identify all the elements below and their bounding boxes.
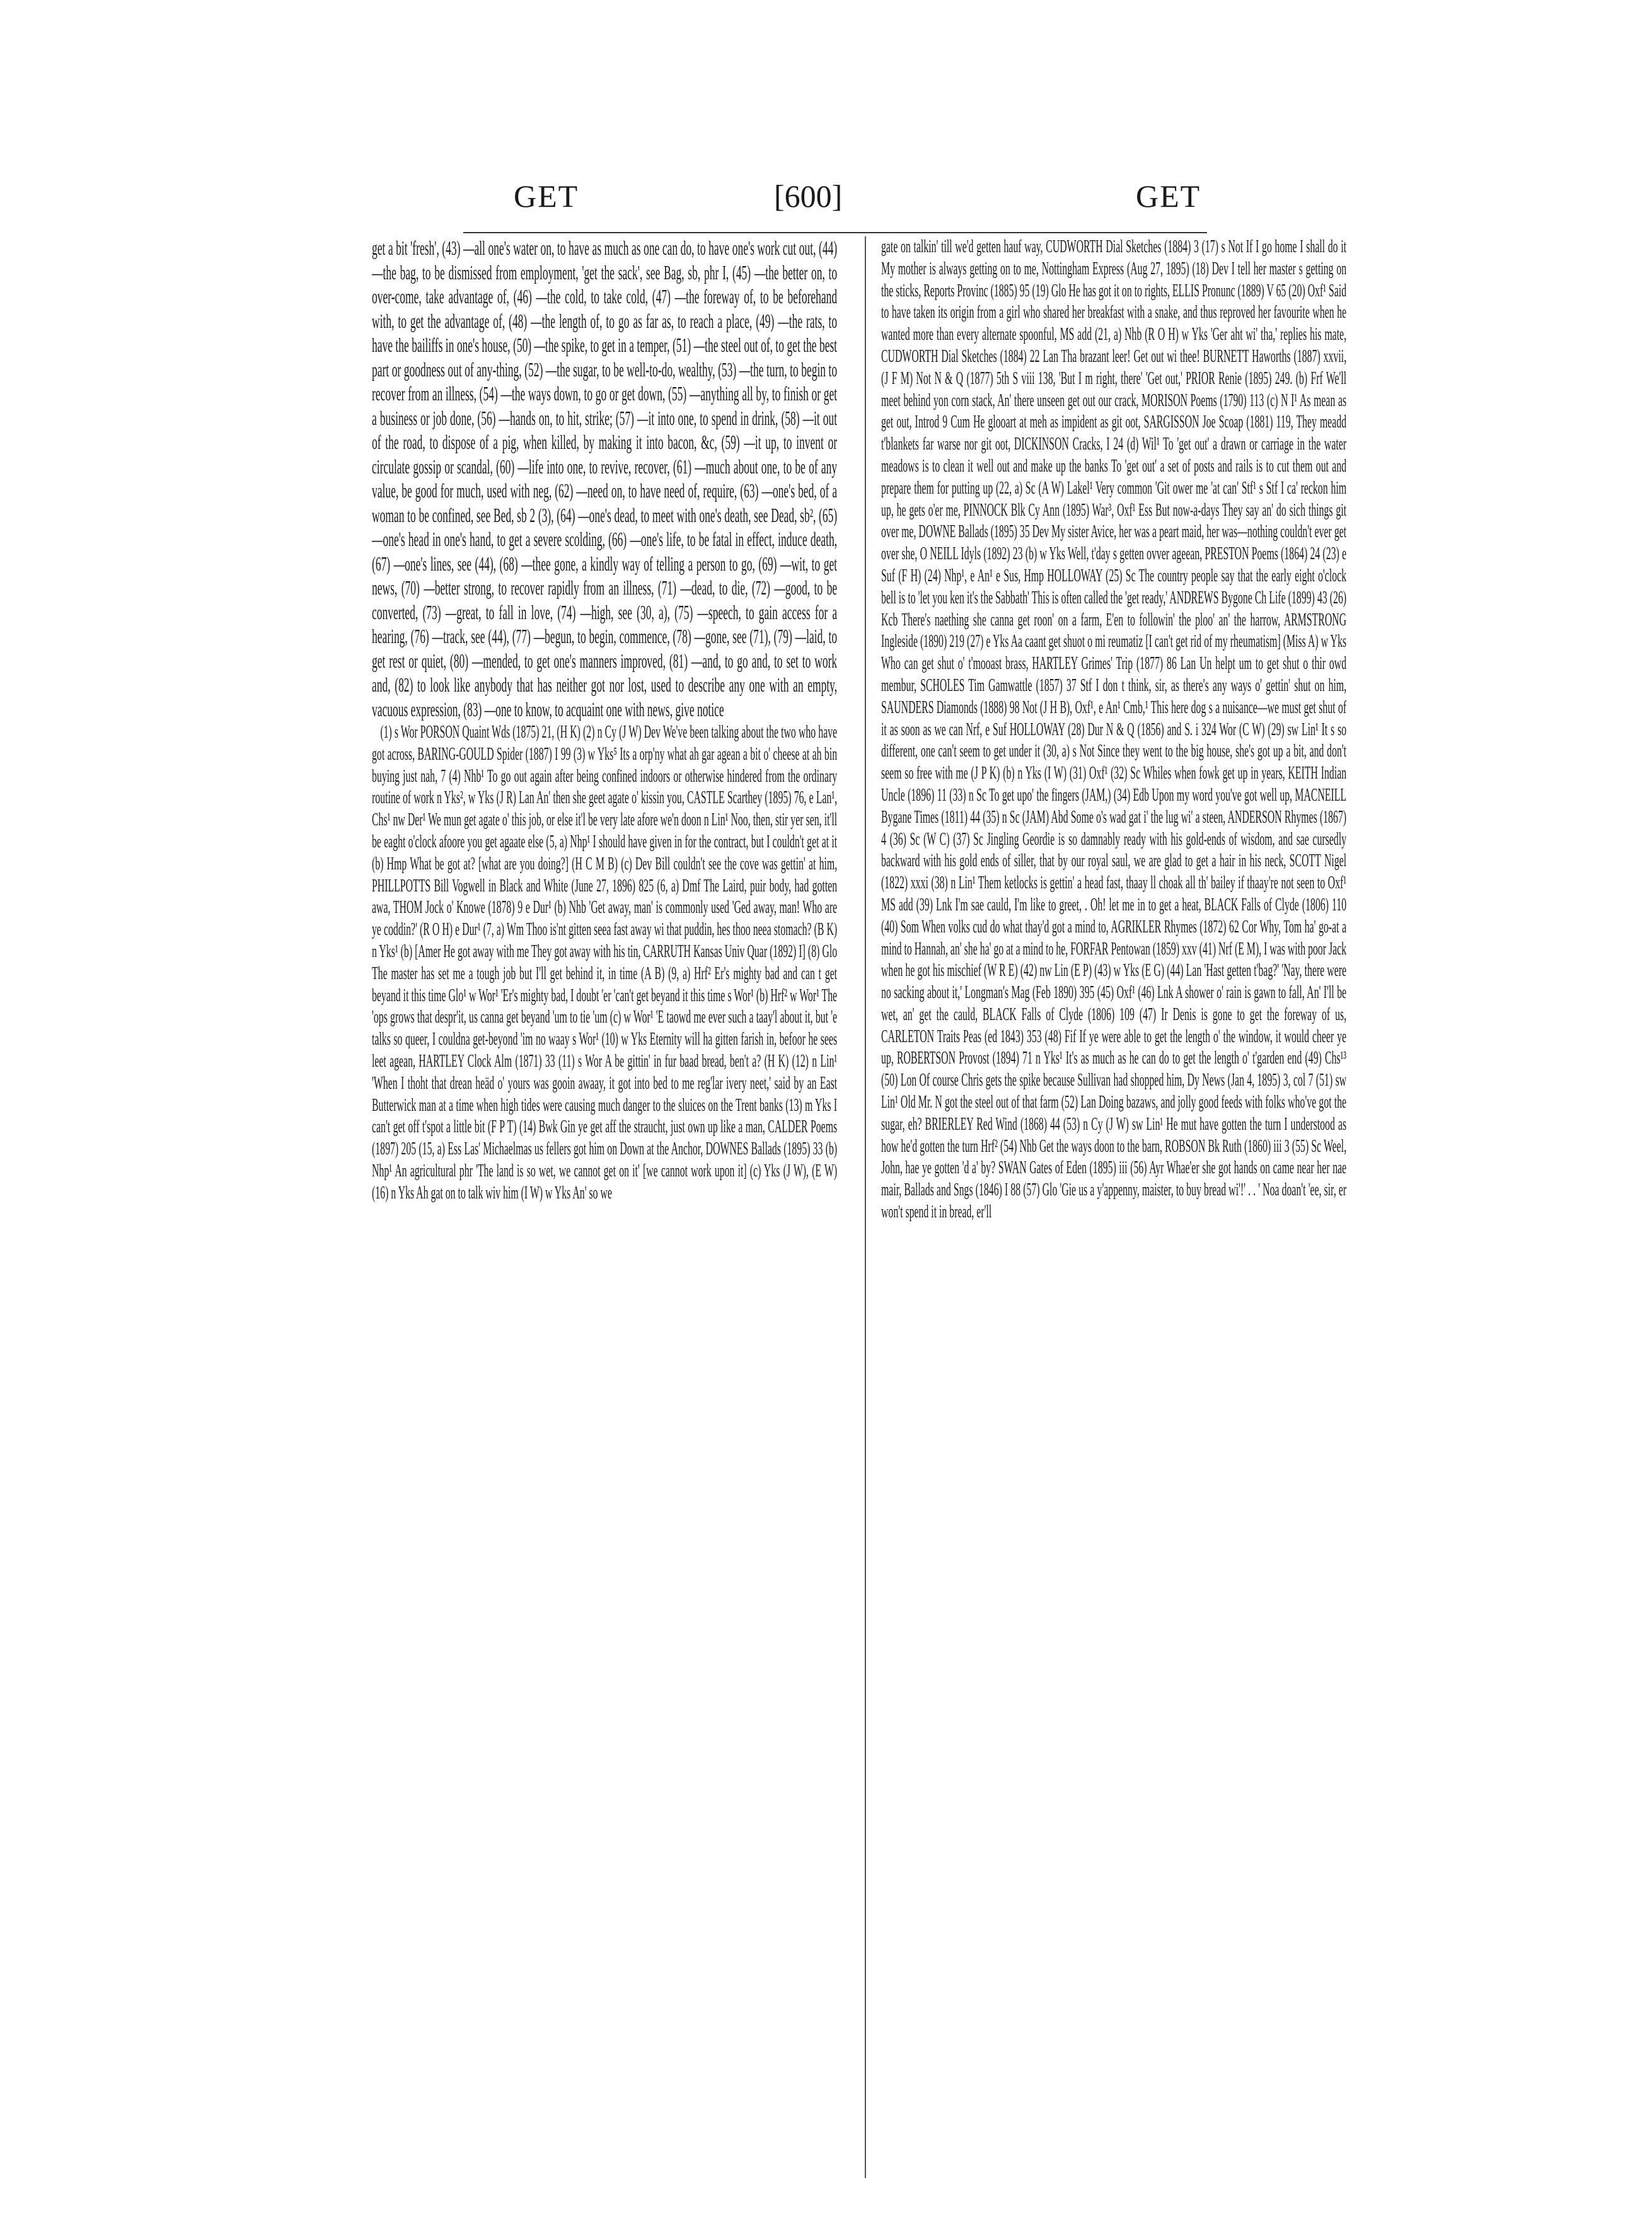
definitions-paragraph: get a bit 'fresh', (43) —all one's water on, to have as much as one can do, to have one's work cut out, (44) —the bag, to be dismissed from employment, 'get the sack', see Bag, sb, phr I, (45) —the better on, to over-come, take advantage of, (46) —the cold, to take cold, (47) —the foreway of, to be beforehand with, to get the advantage of, (48) —the length of, to go as far as, to reach a place, (49) —the rats, to have the bailiffs in one's house, (50) —the spike, to get in a temper, (51) —the steel out of, to get the best part or goodness out of any-thing, (52) —the sugar, to be well-to-do, wealthy, (53) —the turn, to begin to recover from an illness, (54) —the ways down, to go or get down, (55) —anything all by, to finish or get a business or job done, (56) —hands on, to hit, strike; (57) —it into one, to spend in drink, (58) —it out of the road, to dispose of a pig, when killed, by making it into bacon, &c, (59) —it up, to invent or circulate gossip or scandal, (60) —life into one, to revive, recover, (61) —much about one, to be of any value, be good for much, used with neg, (62) —need on, to have need of, require, (63) —one's bed, of a woman to be confined, see Bed, sb 2 (3), (64) —one's dead, to meet with one's death, see Dead, sb², (65) —one's head in one's hand, to get a severe scolding, (66) —one's life, to be fatal in effect, induce death, (67) —one's lines, see (44), (68) —thee gone, a kindly way of telling a person to go, (69) —wit, to get news, (70) —better strong, to recover rapidly from an illness, (71) —dead, to die, (72) —good, to be converted, (73) —great, to fall in love, (74) —high, see (30, a), (75) —speech, to gain access for a hearing, (76) —track, see (44), (77) —begun, to begin, commence, (78) —gone, see (71), (79) —laid, to get rest or quiet, (80) —mended, to get one's manners improved, (81) —and, to go and, to set to work and, (82) to look like anybody that has neither got nor lost, used to describe any one with an empty, vacuous expression, (83) —one to know, to acquaint one with news, give notice [372, 237, 838, 721]
column-divider [865, 236, 866, 2178]
page-number: [600] [774, 178, 843, 214]
right-column [881, 236, 1346, 2178]
left-column [372, 236, 837, 2178]
citations-paragraph-left: (1) s Wor PORSON Quaint Wds (1875) 21, (H K) (2) n Cy (J W) Dev We've been talking about the two who have got across, BARING-GOULD Spider (1887) I 99 (3) w Yks⁵ Its a orp'ny what ah gar agean a bit o' cheese at ah bin buying just nah, 7 (4) Nhb¹ To go out again after being confined indoors or otherwise hindered from the ordinary routine of work n Yks², w Yks (J R) Lan An' then she geet agate o' kissin you, CASTLE Scarthey (1895) 76, e Lan¹, Chs¹ nw Der¹ We mun get agate o' this job, or else it'l be very late afore we'n doon n Lin¹ Noo, then, stir yer sen, it'll be eaght o'clock afoore you get agaate else (5, a) Nhp¹ I should have given in for the contract, but I couldn't get at it (b) Hmp What be got at? [what are you doing?] (H C M B) (c) Dev Bill couldn't see the cove was gettin' at him, PHILLPOTTS Bill Vogwell in Black and White (June 27, 1896) 825 (6, a) Dmf The Laird, puir body, had gotten awa, THOM Jock o' Knowe (1878) 9 e Dur¹ (b) Nhb 'Get away, man' is commonly used 'Ged away, man! Who are ye coddin?' (R O H) e Dur¹ (7, a) Wm Thoo is'nt gitten seea fast away wi that puddin, hes thoo neea stomach? (B K) n Yks¹ (b) [Amer He got away with me They got away with his tin, CARRUTH Kansas Univ Quar (1892) I] (8) Glo The master has set me a tough job but I'll get behind it, in time (A B) (9, a) Hrf² Er's mighty bad and can t get beyand it this time Glo¹ w Wor¹ 'Er's mighty bad, I doubt 'er 'can't get beyand it this time s Wor¹ (b) Hrf² w Wor¹ The 'ops grows that despr'it, us canna get beyand 'um to tie 'um (c) w Wor¹ 'E taowd me ever such a taay'l about it, but 'e talks so queer, I couldna get-beyond 'im no waay s Wor¹ (10) w Yks Eternity will ha gitten farish in, befoor he sees leet agean, HARTLEY Clock Alm (1871) 33 (11) s Wor A be gittin' in fur baad bread, ben't a? (H K) (12) n Lin¹ 'When I thoht that drean heäd o' yours was gooin awaay, it got into bed to me reg'lar ivery neet,' said by an East Butterwick man at a time when high tides were causing much danger to the sluices on the Trent banks (13) m Yks I can't get off t'spot a little bit (F P T) (14) Bwk Gin ye get aff the straucht, just own up like a man, CALDER Poems (1897) 205 (15, a) Ess Las' Michaelmas us fellers got him on Down at the Anchor, DOWNES Ballads (1895) 33 (b) Nhp¹ An agricultural phr 'The land is so wet, we cannot get on it' [we cannot work upon it] (c) Yks (J W), (E W) (16) n Yks Ah gat on to talk wiv him (I W) w Yks An' so we [372, 722, 838, 1203]
citations-paragraph-right: gate on talkin' till we'd getten hauf way, CUDWORTH Dial Sketches (1884) 3 (17) s Not If I go home I shall do it My mother is always getting on to me, Nottingham Express (Aug 27, 1895) (18) Dev I tell her master s getting on the sticks, Reports Provinc (1885) 95 (19) Glo He has got it on to rights, ELLIS Pronunc (1889) V 65 (20) Oxf¹ Said to have taken its origin from a girl who shared her breakfast with a snake, and thus reproved her favourite when he wanted more than every alternate spoonful, MS add (21, a) Nhb (R O H) w Yks 'Ger aht wi' tha,' replies his mate, CUDWORTH Dial Sketches (1884) 22 Lan Tha brazant leer! Get out wi thee! BURNETT Haworths (1887) xxvii, (J F M) Not N & Q (1877) 5th S viii 138, 'But I m right, there' 'Get out,' PRIOR Renie (1895) 249. (b) Frf We'll meet behind yon corn stack, An' there unseen get out our crack, MORISON Poems (1790) 113 (c) N I¹ As mean as get out, Introd 9 Cum He glooart at meh as impident as git oot, SARGISSON Joe Scoap (1881) 119, They meadd t'blankets far warse nor git oot, DICKINSON Cracks, I 24 (d) Wil¹ To 'get out' a drawn or carriage in the water meadows is to clean it well out and make up the banks To 'get out' a set of posts and rails is to cut them out and prepare them for putting up (22, a) Sc (A W) Lakel¹ Very common 'Git ower me 'at can' Stf¹ s Stf I ca' reckon him up, he gets o'er me, PINNOCK Blk Cy Ann (1895) War³, Oxf¹ Ess But now-a-days They say an' do sich things git over me, DOWNE Ballads (1895) 35 Dev My sister Avice, her was a peart maid, her was—nothing couldn't ever get over she, O NEILL Idyls (1892) 23 (b) w Yks Well, t'day s getten ovver ageean, PRESTON Poems (1864) 24 (23) e Suf (F H) (24) Nhp¹, e An¹ e Sus, Hmp HOLLOWAY (25) Sc The country people say that the early eight o'clock bell is to 'let you ken it's the Sabbath' This is often called the 'get ready,' ANDREWS Bygone Ch Life (1899) 43 (26) Kcb There's naething she canna get roon' on a farm, E'en to followin' the ploo' an' the harrow, ARMSTRONG Ingleside (1890) 219 (27) e Yks Aa caant get shuot o mi reumatiz [I can't get rid of my rheumatism] (Miss A) w Yks Who can get shut o' t'mooast brass, HARTLEY Grimes' Trip (1877) 86 Lan Un helpt um to get shut o thir owd membur, SCHOLES Tim Gamwattle (1857) 37 Stf I don t think, sir, as there's any ways o' gettin' shut on him, SAUNDERS Diamonds (1888) 98 Not (J H B), Oxf¹, e An¹ Cmb,¹ This here dog s a nuisance—we must get shut of it as soon as we can Nrf, e Suf HOLLOWAY (28) Dur N & Q (1856) and S. i 324 Wor (C W) (29) sw Lin¹ It s so different, one can't seem to get under it (30, a) s Not Since they went to the big house, she's got up a bit, and don't seem so free with me (J P K) (b) n Yks (I W) (31) Oxf¹ (32) Sc Whiles when fowk get up in years, KEITH Indian Uncle (1896) 11 (33) n Sc To get upo' the fingers (JAM,) (34) Edb Upon my word you've got well up, MACNEILL Bygane Times (1811) 44 (35) n Sc (JAM) Abd Some o's wad gat i' the lug wi' a steen, ANDERSON Rhymes (1867) 4 (36) Sc (W C) (37) Sc Jingling Geordie is so damnably ready with his gold-ends of wisdom, and sae cursedly backward with his gold ends of siller, that by our royal saul, we are glad to get a hair in his neck, SCOTT Nigel (1822) xxxi (38) n Lin¹ Them ketlocks is gettin' a head fast, thaay ll choak all th' bailey if thaay're not seen to Oxf¹ MS add (39) Lnk I'm sae cauld, I'm like to greet, . Oh! let me in to get a heat, BLACK Falls of Clyde (1806) 110 (40) Som When volks cud do what thay'd got a mind to, AGRIKLER Rhymes (1872) 62 Cor Why, Tom ha' go-at a mind to Hannah, an' she ha' go at a mind to he, FORFAR Pentowan (1859) xxv (41) Nrf (E M), I was with poor Jack when he got his mischief (W R E) (42) nw Lin (E P) (43) w Yks (E G) (44) Lan 'Hast getten t'bag?' 'Nay, there were no sacking about it,' Longman's Mag (Feb 1890) 395 (45) Oxf¹ (46) Lnk A shower o' rain is gawn to fall, An' I'll be wet, an' get the cauld, BLACK Falls of Clyde (1806) 109 (47) Ir Denis is gone to get the foreway of us, CARLETON Traits Peas (ed 1843) 353 (48) Fif If ye were able to get the length o' the window, it would cheer ye up, ROBERTSON Provost (1894) 71 n Yks¹ It's as much as he can do to get the length o' t'garden end (49) Chs¹³ (50) Lon Of course Chris gets the spike because Sullivan had shopped him, Dy News (Jan 4, 1895) 3, col 7 (51) sw Lin¹ Old Mr. N got the steel out of that farm (52) Lan Doing bazaws, and jolly good feeds with folks who've got the sugar, eh? BRIERLEY Red Wind (1868) 44 (53) n Cy (J W) sw Lin¹ He mut have gotten the turn I understood as how he'd gotten the turn Hrf² (54) Nhb Get the ways doon to the barn, ROBSON Bk Ruth (1860) iii 3 (55) Sc Weel, John, hae ye gotten 'd a' by? SWAN Gates of Eden (1895) iii (56) Ayr Whae'er she got hands on came near her nae mair, Ballads and Sngs (1846) I 88 (57) Glo 'Gie us a y'appenny, maister, to buy bread wi'!' . . ' Noa doan't 'ee, sir, er won't spend it in bread, er'll [881, 237, 1347, 1222]
headword-right: GET [1136, 178, 1201, 214]
headword-left: GET [514, 178, 579, 214]
header-rule [463, 232, 1207, 233]
page-header [0, 178, 1652, 222]
